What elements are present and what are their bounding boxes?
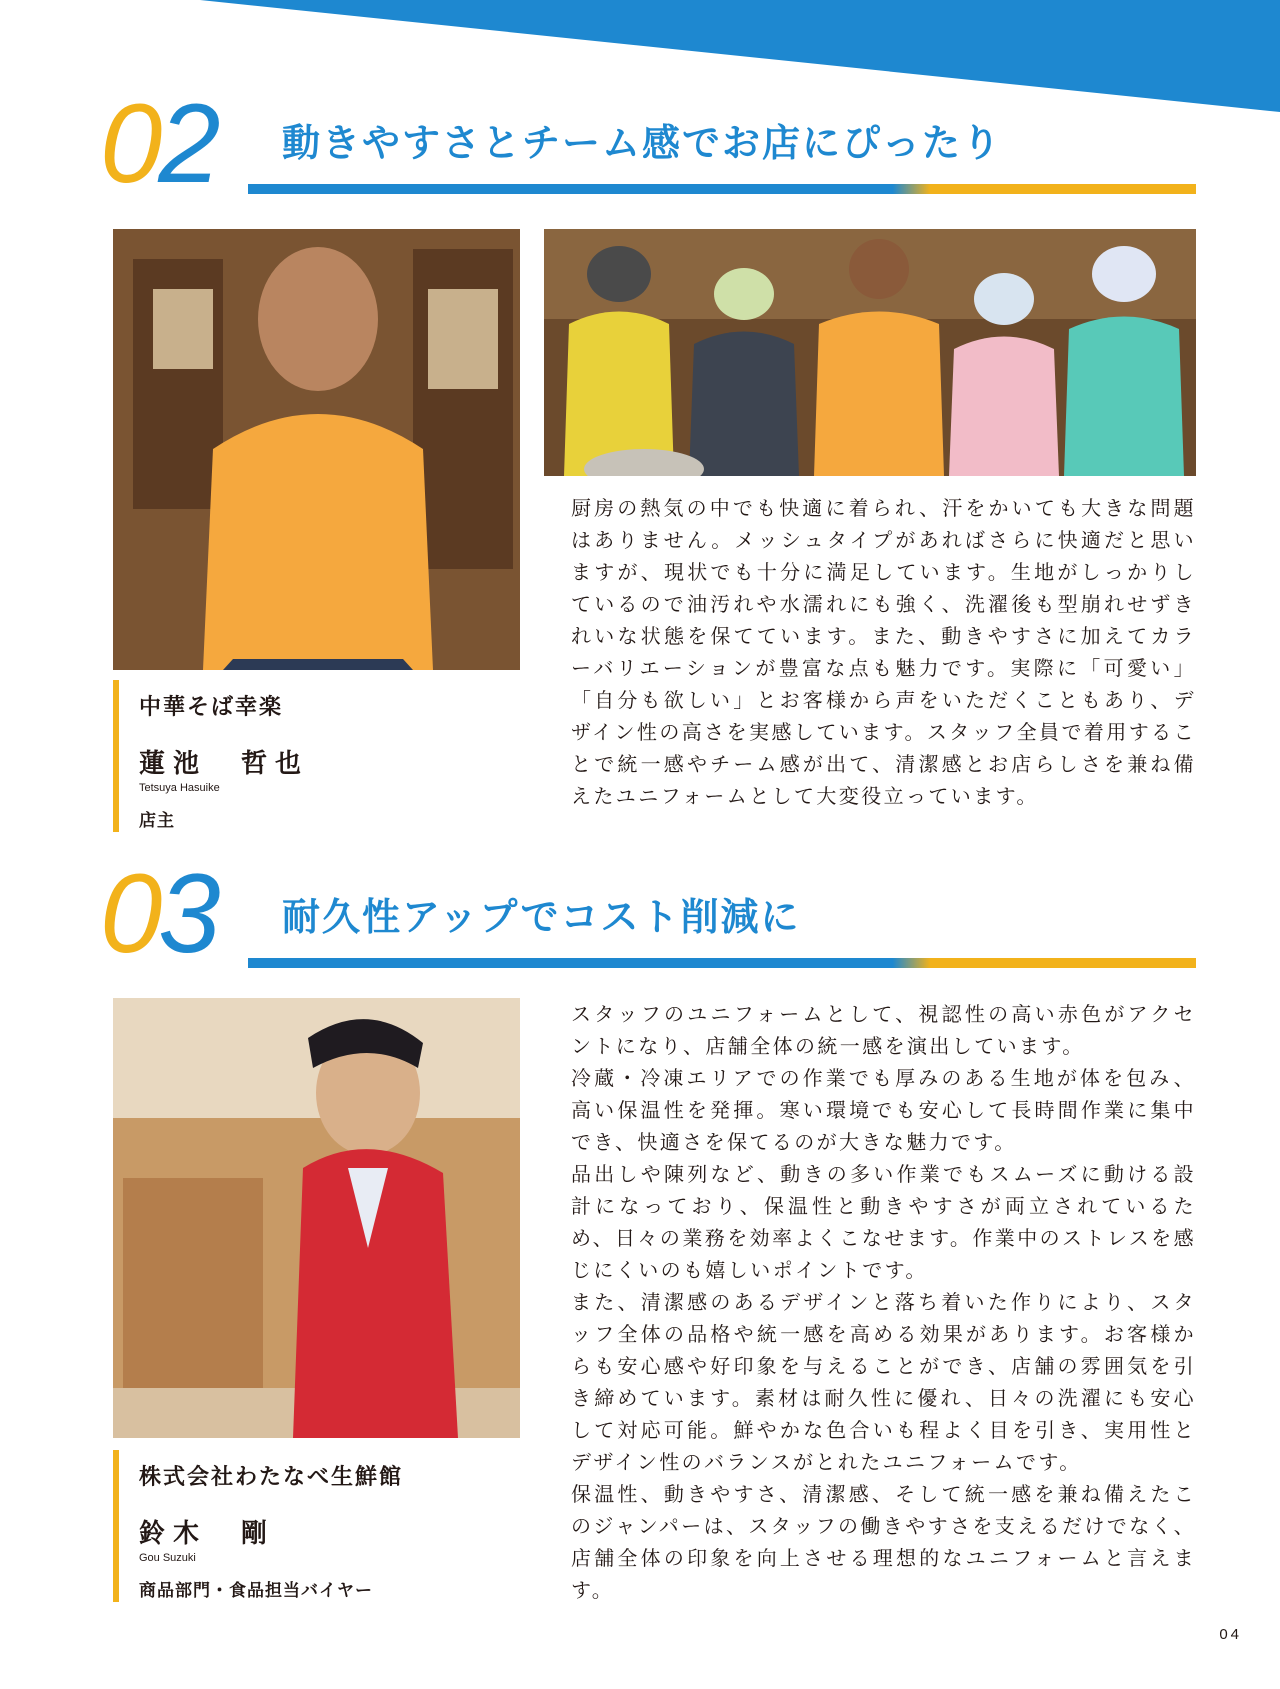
body-paragraph: 保温性、動きやすさ、清潔感、そして統一感を兼ね備えたこのジャンパーは、スタッフの働きやすさを支えるだけでなく、店舗全体の印象を向上させる理想的なユニフォームと言えます。	[571, 1482, 1196, 1602]
page-number: 04	[1219, 1626, 1242, 1643]
photo-staff-group	[544, 229, 1196, 476]
section-body-02	[571, 492, 1196, 812]
profile-accent-bar	[113, 680, 119, 832]
profile-company: 中華そば幸楽	[139, 695, 284, 720]
profile-romaji: Gou Suzuki	[139, 1552, 196, 1564]
section-rule-02	[248, 184, 1196, 194]
profile-romaji: Tetsuya Hasuike	[139, 782, 220, 794]
section-title-02: 動きやすさとチーム感でお店にぴったり	[282, 121, 1003, 165]
profile-role: 店主	[139, 811, 175, 831]
photo-shop-owner	[113, 229, 520, 670]
body-paragraph: また、清潔感のあるデザインと落ち着いた作りにより、スタッフ全体の品格や統一感を高める効果があります。お客様からも安心感や好印象を与えることができ、店舗の雰囲気を引き締めています。素材は耐久性に優れ、日々の洗濯にも安心して対応可能。鮮やかな色合いも程よく目を引き、実用性とデザイン性のバランスがとれたユニフォームです。	[571, 1290, 1196, 1474]
section-title-03: 耐久性アップでコスト削減に	[282, 895, 801, 939]
profile-role: 商品部門・食品担当バイヤー	[139, 1581, 373, 1601]
section-number-02: 02	[100, 81, 217, 206]
body-paragraph: スタッフのユニフォームとして、視認性の高い赤色がアクセントになり、店舗全体の統一感を演出しています。	[571, 1002, 1196, 1058]
body-paragraph: 冷蔵・冷凍エリアでの作業でも厚みのある生地が体を包み、高い保温性を発揮。寒い環境でも安心して長時間作業に集中でき、快適さを保てるのが大きな魅力です。	[571, 1066, 1196, 1154]
profile-accent-bar	[113, 1450, 119, 1602]
profile-name: 鈴木 剛	[139, 1519, 276, 1549]
profile-name: 蓮池 哲也	[139, 749, 310, 779]
profile-company: 株式会社わたなべ生鮮館	[139, 1465, 404, 1490]
section-number-03: 03	[100, 851, 217, 976]
profile-03	[113, 1450, 539, 1602]
photo-buyer	[113, 998, 520, 1438]
section-body-03	[571, 998, 1196, 1606]
profile-02	[113, 680, 539, 832]
body-paragraph: 厨房の熱気の中でも快適に着られ、汗をかいても大きな問題はありません。メッシュタイプがあればさらに快適だと思いますが、現状でも十分に満足しています。生地がしっかりしているので油汚れや水濡れにも強く、洗濯後も型崩れせずきれいな状態を保てています。また、動きやすさに加えてカラーバリエーションが豊富な点も魅力です。実際に「可愛い」「自分も欲しい」とお客様から声をいただくこともあり、デザイン性の高さを実感しています。スタッフ全員で着用することで統一感やチーム感が出て、清潔感とお店らしさを兼ね備えたユニフォームとして大変役立っています。	[571, 496, 1196, 808]
section-rule-03	[248, 958, 1196, 968]
body-paragraph: 品出しや陳列など、動きの多い作業でもスムーズに動ける設計になっており、保温性と動きやすさが両立されているため、日々の業務を効率よくこなせます。作業中のストレスを感じにくいのも嬉しいポイントです。	[571, 1162, 1196, 1282]
